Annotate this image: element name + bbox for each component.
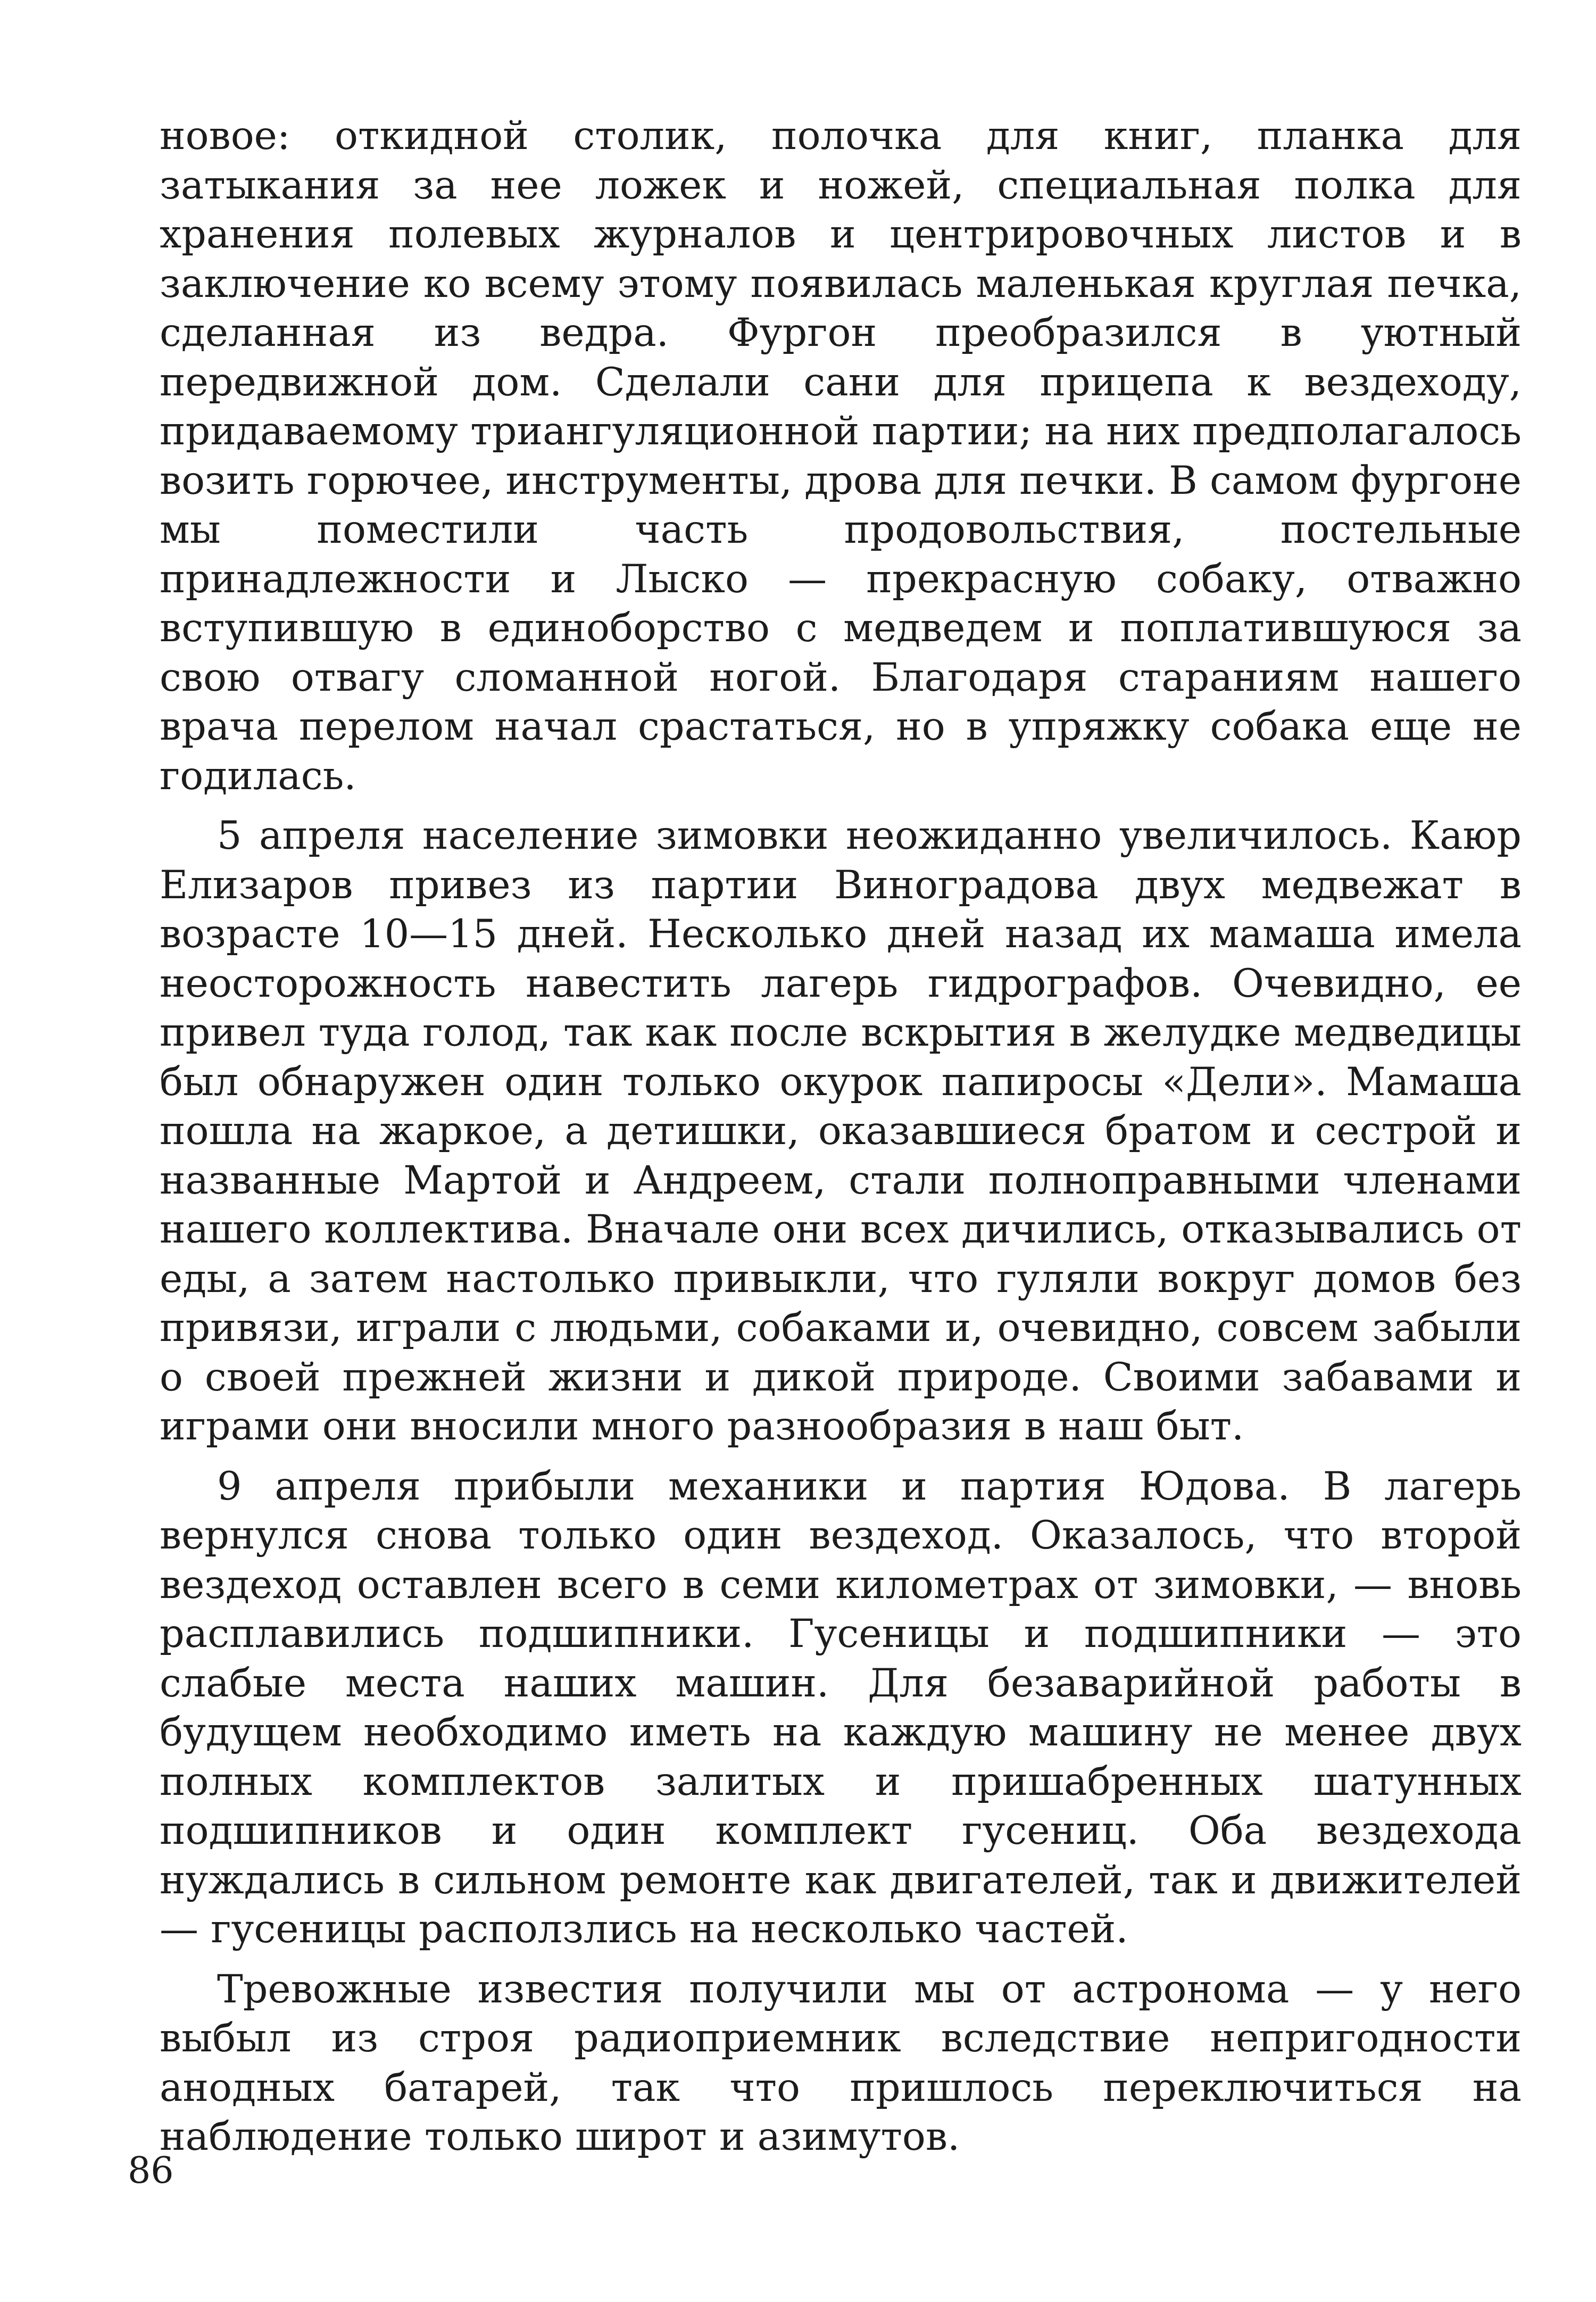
- book-page-text: [160, 112, 1522, 2162]
- paragraph-bear-cubs: 5 апреля население зимовки неожиданно увеличилось. Каюр Елизаров привез из партии Виноградова двух медвежат в возрасте 10—15 дней. Несколько дней назад их мамаша имела неосторожность навестить лагерь гидрографов. Очевидно, ее привел туда голод, так как после вскрытия в желудке медведицы был обнаружен один только окурок папиросы «Дели». Мамаша пошла на жаркое, а детишки, оказавшиеся братом и сестрой и названные Мартой и Андреем, стали полноправными членами нашего коллектива. Вначале они всех дичились, отказывались от еды, а затем настолько привыкли, что гуляли вокруг домов без привязи, играли с людьми, собаками и, очевидно, совсем забыли о своей прежней жизни и дикой природе. Своими забавами и играми они вносили много разнообразия в наш быт.: [160, 813, 1522, 1449]
- paragraph-equipment-sledge: новое: откидной столик, полочка для книг, планка для затыкания за нее ложек и ножей, специальная полка для хранения полевых журналов и центрировочных листов и в заключение ко всему этому появилась маленькая круглая печка, сделанная из ведра. Фургон преобразился в уютный передвижной дом. Сделали сани для прицепа к вездеходу, придаваемому триангуляционной партии; на них предполагалось возить горючее, инструменты, дрова для печки. В самом фургоне мы поместили часть продовольствия, постельные принадлежности и Лыско — прекрасную собаку, отважно вступившую в единоборство с медведем и поплатившуюся за свою отвагу сломанной ногой. Благодаря стараниям нашего врача перелом начал срастаться, но в упряжку собака еще не годилась.: [160, 113, 1522, 799]
- page-number: 86: [128, 2150, 174, 2192]
- paragraph-mechanics-return: 9 апреля прибыли механики и партия Юдова. В лагерь вернулся снова только один вездеход. Оказалось, что второй вездеход оставлен всего в семи километрах от зимовки, — вновь расплавились подшипники. Гусеницы и подшипники — это слабые места наших машин. Для безаварийной работы в будущем необходимо иметь на каждую машину не менее двух полных комплектов залитых и пришабренных шатунных подшипников и один комплект гусениц. Оба вездехода нуждались в сильном ремонте как двигателей, так и движителей — гусеницы расползлись на несколько частей.: [160, 1463, 1522, 1952]
- paragraph-astronomer-news: Тревожные известия получили мы от астронома — у него выбыл из строя радиоприемник вследствие непригодности анодных батарей, так что пришлось переключиться на наблюдение только широт и азимутов.: [160, 1966, 1522, 2159]
